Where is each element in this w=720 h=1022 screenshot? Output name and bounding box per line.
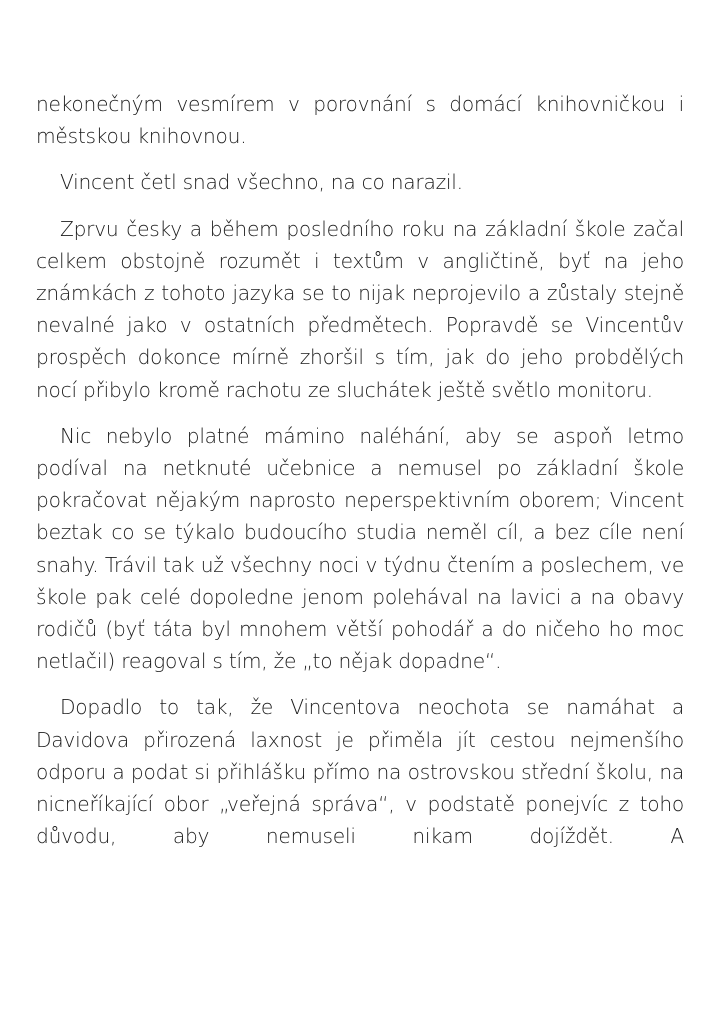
paragraph-english: Zprvu česky a během posledního roku na základní škole začal celkem obstojně rozumět i textům v angličtině, byť na jeho známkách z tohoto jazyka se to nijak neprojevilo a zůstaly stejně nevalné jako v ostatních předmětech. Popravdě se Vincentův prospěch dokonce mírně zhoršil s tím, jak do jeho probdělých nocí přibylo kromě rachotu ze sluchátek ještě světlo monitoru. xyxy=(36,216,684,402)
body-text xyxy=(36,88,684,866)
paragraph-continuation: nekonečným vesmírem v porovnání s domácí knihovničkou i městskou knihovnou. xyxy=(36,92,684,149)
paragraph-school-choice: Dopadlo to tak, že Vincentova neochota se namáhat a Davidova přirozená laxnost je přiměla jít cestou nejmenšího odporu a podat si přihlášku přímo na ostrovskou střední školu, na nicneříkající obor „veřejná správa“, v podstatě ponejvíc z toho důvodu, aby nemuseli nikam dojíždět. A xyxy=(36,695,684,849)
paragraph-mother-urging: Nic nebylo platné mámino naléhání, aby se aspoň letmo podíval na netknuté učebnice a nemusel po základní škole pokračovat nějakým naprosto neperspektivním oborem; Vincent beztak co se týkalo budoucího studia neměl cíl, a bez cíle není snahy. Trávil tak už všechny noci v týdnu čtením a poslechem, ve škole pak celé dopoledne jenom polehával na lavici a na obavy rodičů (byť táta byl mnohem větší pohodář a do ničeho ho moc netlačil) reagoval s tím, že „to nějak dopadne“. xyxy=(36,423,684,674)
paragraph-vincent-read: Vincent četl snad všechno, na co narazil. xyxy=(60,170,463,195)
